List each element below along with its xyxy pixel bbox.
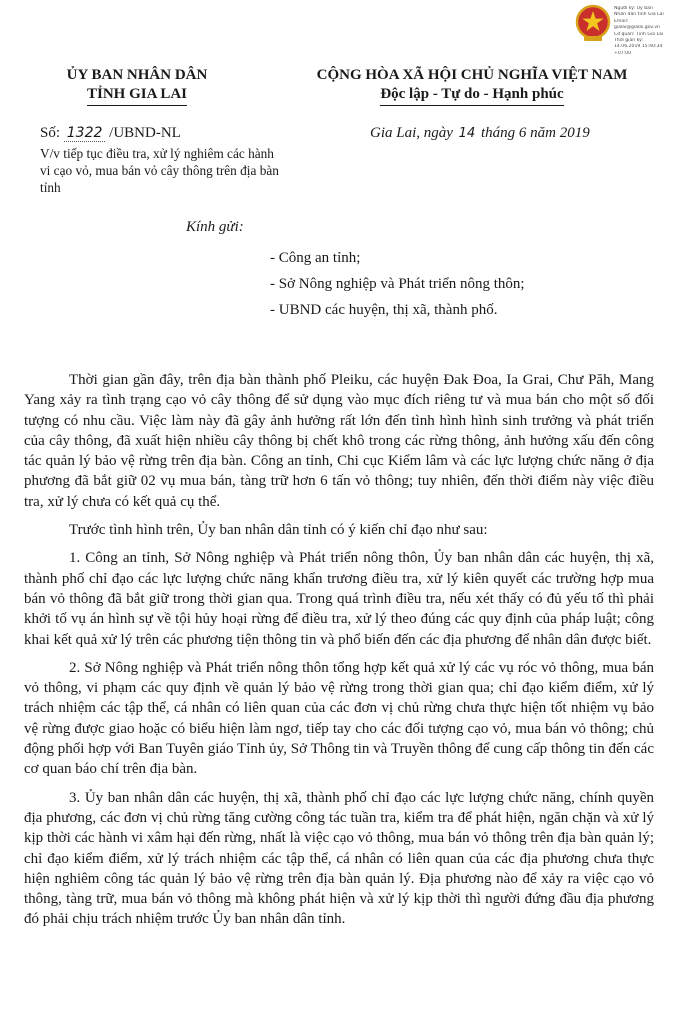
number-suffix: /UBND-NL [105,125,181,141]
stamp-line: gialai@gialai.gov.vn [614,25,660,31]
body-paragraph: 2. Sở Nông nghiệp và Phát triển nông thôn tổng hợp kết quả xử lý các vụ róc vỏ thông, mua bán vỏ thông, vi phạm các quy định về quản lý bảo vệ rừng trong thời gian qua; chỉ đạo kiểm điểm, xử lý trách nhiệm các tập thể, cá nhân có liên quan của các đơn vị chủ rừng chưa thực hiện tốt nhiệm vụ bảo vệ rừng được giao hoặc có biểu hiện làm ngơ, tiếp tay cho các đối tượng cạo vỏ, mua bán vỏ thông; chủ động phối hợp với Ban Tuyên giáo Tỉnh ủy, Sở Thông tin và Truyền thông để cung cấp thông tin đến các cơ quan báo chí trên địa bàn. [24,659,654,778]
agency-name: ỦY BAN NHÂN DÂN [66,67,208,83]
stamp-line: Thời gian ký: [614,38,644,44]
national-emblem-icon [575,4,611,44]
date-suffix: tháng 6 năm 2019 [477,125,590,141]
handwritten-number: 1322 [64,125,106,142]
document-date [370,125,590,142]
stamp-line: Email: [614,18,629,24]
recipient-item: - Công an tỉnh; [270,250,361,266]
handwritten-day: 14 [458,126,476,141]
body-paragraph: Trước tình hình trên, Ủy ban nhân dân tỉnh có ý kiến chỉ đạo như sau: [69,522,488,539]
body-paragraph: Thời gian gần đây, trên địa bàn thành phố Pleiku, các huyện Đak Đoa, Ia Grai, Chư Păh, Mang Yang xảy ra tình trạng cạo vỏ cây thông để sử dụng vào mục đích riêng tư và mua bán cho một số đối tượng có nhu cầu. Việc làm này đã gây ảnh hưởng rất lớn đến tình hình hình sinh trưởng và phát triển của cây thông, đã xuất hiện nhiều cây thông bị chết khô trong các rừng thông, ảnh hưởng xấu đến công tác quản lý bảo vệ rừng trên địa bàn. Công an tỉnh, Chi cục Kiểm lâm và các lực lượng chức năng ở địa phương đã bắt giữ 02 vụ mua bán, tàng trữ hơn 6 tấn vỏ thông; tuy nhiên, đến thời điểm này việc điều tra, xử lý chưa có kết quả cụ thể. [24,372,654,510]
body-paragraph: 1. Công an tỉnh, Sở Nông nghiệp và Phát triển nông thôn, Ủy ban nhân dân các huyện, thị xã, thành phố chỉ đạo các lực lượng chức năng khẩn trương điều tra, xử lý kiên quyết các trường hợp mua bán vỏ thông đã bắt giữ trong thời gian qua. Trong quá trình điều tra, nếu xét thấy có đủ yếu tố thì phải khởi tố vụ án hình sự về tội hủy hoại rừng để điều tra, xử lý theo đúng các quy định của pháp luật; công khai kết quả xử lý trên các phương tiện thông tin và phổ biến đến các địa phương để nhân dân được biết. [24,550,654,648]
document-subject: V/v tiếp tục điều tra, xử lý nghiêm các hành vi cạo vỏ, mua bán vỏ cây thông trên địa bàn tỉnh [40,146,279,195]
country-name: CỘNG HÒA XÃ HỘI CHỦ NGHĨA VIỆT NAM [316,67,628,83]
stamp-line: Người ký: Ủy ban [614,6,653,11]
agency-province: TỈNH GIA LAI [87,85,187,106]
body-paragraph: 3. Ủy ban nhân dân các huyện, thị xã, thành phố chỉ đạo các lực lượng chức năng, chính quyền địa phương, các đơn vị chủ rừng tăng cường công tác tuần tra, kiểm tra để phát hiện, ngăn chặn và xử lý kịp thời các hành vi xâm hại đến rừng, nhất là việc cạo vỏ thông, mua bán vỏ thông trên địa bàn quản lý; chỉ đạo kiểm điểm, xử lý trách nhiệm các tập thể, cá nhân có liên quan của các địa phương chưa thực hiện nghiêm công tác quản lý bảo vệ rừng trên địa bàn quản lý. Địa phương nào để xảy ra việc cạo vỏ thông, tàng trữ, mua bán vỏ thông mà không phát hiện và xử lý kịp thời thì người đứng đầu địa phương đó phải chịu trách nhiệm trước Ủy ban nhân dân tỉnh. [24,789,654,928]
document-number [40,125,181,142]
recipient-item: - UBND các huyện, thị xã, thành phố. [270,302,498,318]
stamp-line: Nhân dân tỉnh Gia Lai [614,12,664,18]
kinh-gui-label: Kính gửi: [186,219,244,235]
stamp-line: 14.06.2019 15:40:34 [614,44,663,50]
date-prefix: Gia Lai, ngày [370,125,457,141]
document-body [24,370,654,938]
national-motto: Độc lập - Tự do - Hạnh phúc [380,85,563,106]
digital-signature-stamp [614,6,676,57]
recipient-item: - Sở Nông nghiệp và Phát triển nông thôn; [270,276,525,292]
issuing-agency [22,66,252,106]
stamp-line: Cơ quan: Tỉnh Gia Lai [614,31,664,37]
recipient-list [270,245,525,323]
number-prefix: Số: [40,125,64,141]
national-title [282,66,662,106]
stamp-line: +07:00 [614,50,632,56]
